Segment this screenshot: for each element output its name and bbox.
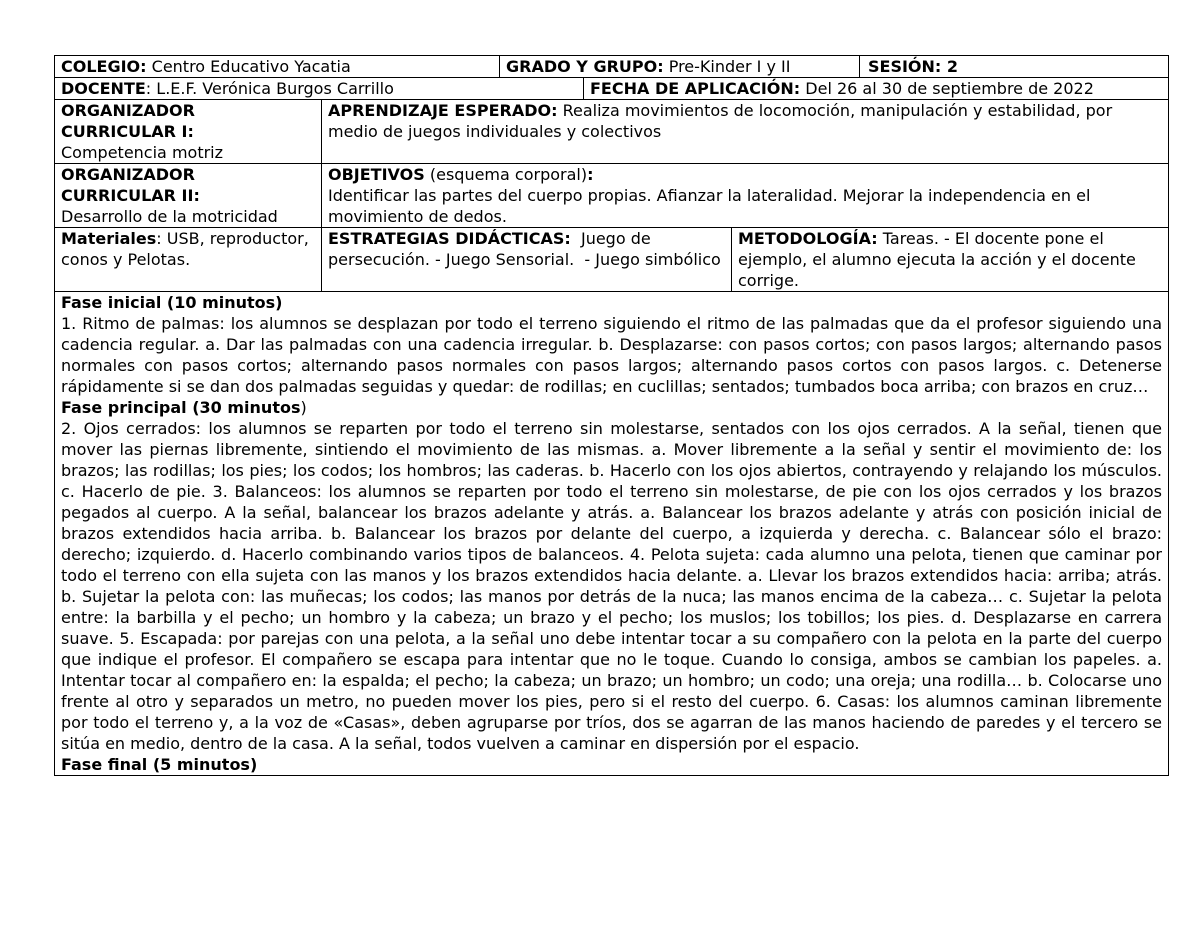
cell-materiales	[55, 228, 322, 292]
organizador-1-value: Competencia motriz	[61, 143, 224, 162]
session-plan-table	[54, 55, 1169, 776]
fecha-value: Del 26 al 30 de septiembre de 2022	[800, 79, 1094, 98]
cell-organizador-1	[55, 100, 322, 164]
metodologia-label: METODOLOGÍA:	[738, 229, 878, 248]
cell-colegio	[55, 56, 500, 78]
materiales-value: : USB, reproductor, conos y Pelotas.	[61, 229, 309, 269]
fase-inicial-title: Fase inicial (10 minutos)	[61, 293, 283, 312]
estrategias-label: ESTRATEGIAS DIDÁCTICAS:	[328, 229, 571, 248]
aprendizaje-label: APRENDIZAJE ESPERADO:	[328, 101, 558, 120]
fase-principal-paren: )	[300, 398, 307, 417]
row-materiales	[55, 228, 1169, 292]
fecha-label: FECHA DE APLICACIÓN:	[590, 79, 801, 98]
organizador-1-label: ORGANIZADOR CURRICULAR I:	[61, 101, 195, 141]
cell-docente	[55, 78, 584, 100]
organizador-2-value: Desarrollo de la motricidad	[61, 207, 278, 226]
cell-fases	[55, 292, 1169, 776]
cell-metodologia	[732, 228, 1169, 292]
colegio-value: Centro Educativo Yacatia	[146, 57, 351, 76]
cell-aprendizaje	[322, 100, 1169, 164]
metodologia-value: Tareas. - El docente pone el ejemplo, el alumno ejecuta la acción y el docente corrige.	[738, 229, 1136, 290]
organizador-2-label: ORGANIZADOR CURRICULAR II:	[61, 165, 200, 205]
docente-value: : L.E.F. Verónica Burgos Carrillo	[145, 79, 394, 98]
grado-value: Pre-Kinder I y II	[663, 57, 791, 76]
cell-organizador-2	[55, 164, 322, 228]
row-fases	[55, 292, 1169, 776]
fase-final-title: Fase final (5 minutos)	[61, 755, 258, 774]
objetivos-label: OBJETIVOS	[328, 165, 425, 184]
cell-grado	[500, 56, 860, 78]
cell-objetivos	[322, 164, 1169, 228]
sesion-label: SESIÓN: 2	[868, 57, 959, 76]
objetivos-paren: (esquema corporal)	[424, 165, 588, 184]
grado-label: GRADO Y GRUPO:	[506, 57, 664, 76]
docente-label: DOCENTE	[61, 79, 146, 98]
estrategias-value: Juego de persecución. - Juego Sensorial. - Juego simbólico	[328, 229, 721, 269]
fase-principal-title: Fase principal (30 minutos	[61, 398, 301, 417]
row-organizador-2	[55, 164, 1169, 228]
session-plan-document	[54, 55, 1168, 776]
materiales-label: Materiales	[61, 229, 157, 248]
cell-estrategias	[322, 228, 732, 292]
fase-principal-text: 2. Ojos cerrados: los alumnos se reparten por todo el terreno sin molestarse, sentados con los ojos cerrados. A la señal, tienen que mover las piernas libremente, sintiendo el movimiento de las mismas. a. Mover libremente a la señal y sentir el movimiento de: los brazos; las rodillas; los pies; los codos; los hombros; las caderas. b. Hacerlo con los ojos abiertos, contrayendo y relajando los músculos. c. Hacerlo de pie. 3. Balanceos: los alumnos se reparten por todo el terreno sin molestarse, de pie con los ojos cerrados y los brazos pegados al cuerpo. A la señal, balancear los brazos adelante y atrás. a. Balancear los brazos adelante y atrás con posición inicial de brazos extendidos hacia arriba. b. Balancear los brazos por delante del cuerpo, a izquierda y derecha. c. Balancear sólo el brazo: derecho; izquierdo. d. Hacerlo combinando varios tipos de balanceos. 4. Pelota sujeta: cada alumno una pelota, tienen que caminar por todo el terreno con ella sujeta con las manos y los brazos extendidos hacia delante. a. Llevar los brazos extendidos hacia: arriba; atrás. b. Sujetar la pelota con: las muñecas; los codos; las manos por detrás de la nuca; las manos encima de la cabeza… c. Sujetar la pelota entre: la barbilla y el pecho; un hombro y la cabeza; un brazo y el pecho; los muslos; los tobillos; los pies. d. Desplazarse en carrera suave. 5. Escapada: por parejas con una pelota, a la señal uno debe intentar tocar a su compañero con la pelota en la parte del cuerpo que indique el profesor. El compañero se escapa para intentar que no le toque. Cuando lo consiga, ambos se cambian los papeles. a. Intentar tocar al compañero en: la espalda; el pecho; la cabeza; un brazo; un hombro; un codo; una oreja; una rodilla… b. Colocarse uno frente al otro y separados un metro, no pueden mover los pies, pero si el resto del cuerpo. 6. Casas: los alumnos caminan libremente por todo el terreno y, a la voz de «Casas», deben agruparse por tríos, dos se agarran de las manos haciendo de paredes y el tercero se sitúa en medio, dentro de la casa. A la señal, todos vuelven a caminar en dispersión por el espacio.	[61, 419, 1162, 753]
fase-inicial-text: 1. Ritmo de palmas: los alumnos se desplazan por todo el terreno siguiendo el ritmo de las palmadas que da el profesor siguiendo una cadencia regular. a. Dar las palmadas con una cadencia irregular. b. Desplazarse: con pasos cortos; con pasos largos; alternando pasos normales con pasos cortos; alternando pasos normales con pasos largos; alternando pasos cortos con pasos largos. c. Detenerse rápidamente si se dan dos palmadas seguidas y quedar: de rodillas; en cuclillas; sentados; tumbados boca arriba; con brazos en cruz…	[61, 314, 1162, 396]
row-docente	[55, 78, 1169, 100]
cell-sesion	[860, 56, 1169, 78]
cell-fecha	[584, 78, 1169, 100]
objetivos-colon: :	[587, 165, 594, 184]
aprendizaje-value: Realiza movimientos de locomoción, manipulación y estabilidad, por medio de juegos individuales y colectivos	[328, 101, 1113, 141]
row-organizador-1	[55, 100, 1169, 164]
colegio-label: COLEGIO:	[61, 57, 147, 76]
objetivos-value: Identificar las partes del cuerpo propias. Afianzar la lateralidad. Mejorar la independencia en el movimiento de dedos.	[328, 186, 1091, 226]
fase-principal-heading	[61, 397, 1162, 418]
row-colegio	[55, 56, 1169, 78]
